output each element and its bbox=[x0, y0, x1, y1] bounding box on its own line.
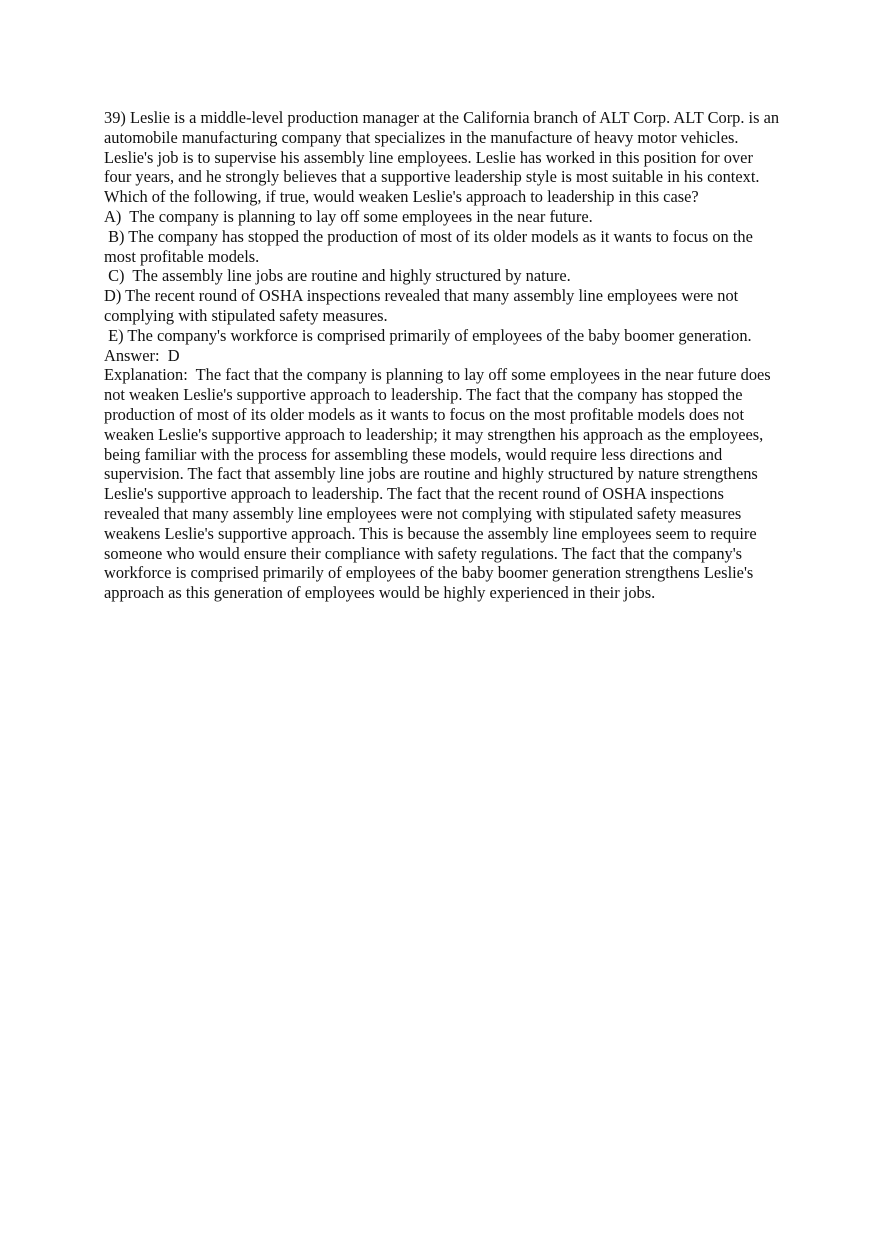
option-e: E) The company's workforce is comprised primarily of employees of the baby boomer generation. bbox=[104, 325, 752, 345]
document-page bbox=[104, 108, 780, 603]
option-b: B) The company has stopped the production of most of its older models as it wants to focus on the most profitable models. bbox=[104, 226, 757, 266]
option-a: A) The company is planning to lay off some employees in the near future. bbox=[104, 206, 593, 226]
explanation-text: Explanation: The fact that the company is planning to lay off some employees in the near future does not weaken Leslie's supportive approach to leadership. The fact that the company has stopped the production of most of its older models as it wants to focus on the most profitable models does not weaken Leslie's supportive approach to leadership; it may strengthen his approach as the employees, being familiar with the process for assembling these models, would require less directions and supervision. The fact that assembly line jobs are routine and highly structured by nature strengthens Leslie's supportive approach to leadership. The fact that the recent round of OSHA inspections revealed that many assembly line employees were not complying with stipulated safety measures weakens Leslie's supportive approach. This is because the assembly line employees seem to require someone who would ensure their compliance with safety regulations. The fact that the company's workforce is comprised primarily of employees of the baby boomer generation strengthens Leslie's approach as this generation of employees would be highly experienced in their jobs. bbox=[104, 365, 775, 603]
option-c: C) The assembly line jobs are routine and highly structured by nature. bbox=[104, 266, 571, 286]
answer-options bbox=[104, 207, 780, 346]
answer-line: Answer: D bbox=[104, 345, 180, 365]
question-text: 39) Leslie is a middle-level production manager at the California branch of ALT Corp. ALT Corp. is an automobile manufacturing company that specializes in the manufacture of heavy motor vehicles. Leslie's job is to supervise his assembly line employees. Leslie has worked in this position for over four years, and he strongly believes that a supportive leadership style is most suitable in his context. Which of the following, if true, would weaken Leslie's approach to leadership in this case? bbox=[104, 108, 780, 207]
option-d: D) The recent round of OSHA inspections revealed that many assembly line employees were not complying with stipulated safety measures. bbox=[104, 286, 743, 325]
